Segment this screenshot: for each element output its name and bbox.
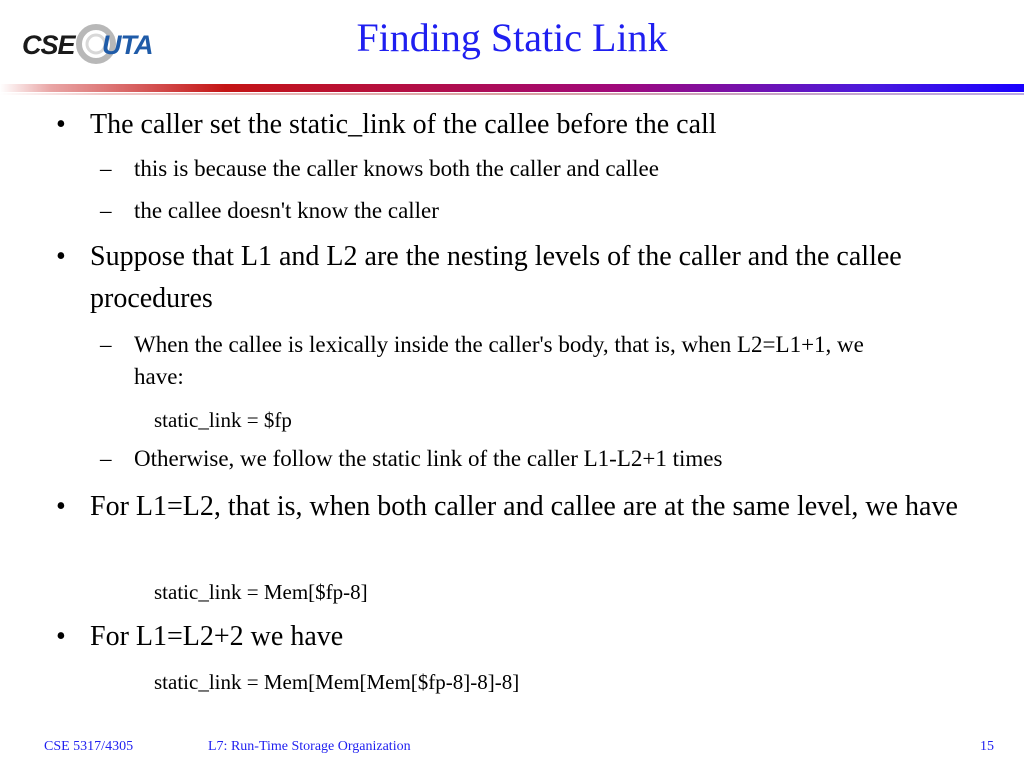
dash-marker: –: [100, 446, 112, 471]
header-divider-thin: [0, 93, 1024, 95]
bullet-text: For L1=L2+2 we have: [90, 621, 344, 652]
footer-lecture: L7: Run-Time Storage Organization: [208, 739, 411, 754]
dash-marker: –: [100, 156, 112, 181]
dash-marker: –: [100, 198, 112, 223]
logo-text-cse: CSE: [22, 30, 75, 60]
code-line: static_link = Mem[$fp-8]: [154, 580, 368, 604]
bullet-text: The caller set the static_link of the callee before the call: [90, 109, 717, 140]
bullet-text: Suppose that L1 and L2 are the nesting levels of the caller and the callee procedures: [90, 241, 902, 314]
footer-course: CSE 5317/4305: [44, 739, 134, 754]
logo-text-uta: UTA: [102, 30, 153, 60]
footer-page-number: 15: [980, 739, 994, 754]
header-divider: [0, 84, 1024, 92]
sub-bullet-text: the callee doesn't know the caller: [134, 198, 439, 223]
sub-bullet-text: When the callee is lexically inside the caller's body, that is, when L2=L1+1, we have:: [134, 332, 864, 389]
bullet-marker: •: [56, 491, 66, 522]
dash-marker: –: [100, 332, 112, 357]
bullet-marker: •: [56, 241, 66, 272]
bullet-marker: •: [56, 621, 66, 652]
bullet-marker: •: [56, 109, 66, 140]
sub-bullet-text: this is because the caller knows both the caller and callee: [134, 156, 659, 181]
slide-title: Finding Static Link: [356, 15, 668, 60]
code-line: static_link = Mem[Mem[Mem[$fp-8]-8]-8]: [154, 670, 520, 694]
sub-bullet-text: Otherwise, we follow the static link of the caller L1-L2+1 times: [134, 446, 723, 471]
bullet-text: For L1=L2, that is, when both caller and callee are at the same level, we have: [90, 491, 958, 522]
code-line: static_link = $fp: [154, 408, 292, 432]
